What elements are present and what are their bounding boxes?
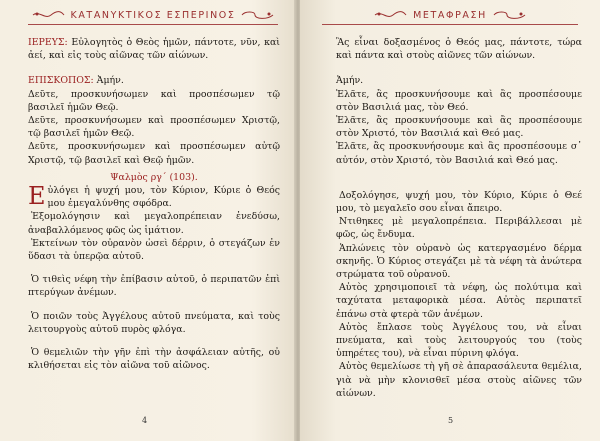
speaker-priest: ΙΕΡΕΥΣ: bbox=[28, 37, 68, 48]
translation-verse-3: Ἁπλώνεις τὸν οὐρανὸ ὡς κατεργασμένο δέρμα σκηνῆς. Ὁ Κύριος στεγάζει μὲ τὰ νέφη τὰ ἀνώτερα στρώματα τοῦ οὐρανοῦ. bbox=[336, 242, 582, 281]
translation-verse-2: Ντιθηκες μὲ μεγαλοπρέπεια. Περιβάλλεσαι μὲ φῶς, ὡς ἔνδυμα. bbox=[336, 216, 582, 241]
bishop-text: Ἀμήν. bbox=[93, 75, 124, 87]
priest-line bbox=[28, 36, 280, 62]
left-header bbox=[28, 8, 278, 22]
translation-blessing: Ἂς εἶναι δοξασμένος ὁ Θεός μας, πάντοτε, τώρα καὶ πάντα καὶ στοὺς αἰῶνες τῶν αἰώνων. bbox=[336, 37, 582, 62]
right-header-rule bbox=[322, 24, 578, 25]
translation-come-2: Ἐλᾶτε, ἂς προσκυνήσουμε καὶ ἂς προσπέσουμε στὸν Χριστό, τὸν Βασιλιά καὶ Θεό μας. bbox=[336, 115, 582, 140]
translation-come-3: Ἐλᾶτε, ἂς προσκυνήσουμε καὶ ἂς προσπέσουμε σ᾽ αὐτόν, στὸν Χριστό, τὸν Βασιλιά καὶ Θεό μας. bbox=[336, 141, 582, 166]
psalm-verse-3: Ἐκτείνων τὸν οὐρανὸν ὡσεὶ δέρριν, ὁ στεγάζων ἐν ὕδασι τὰ ὑπερῷα αὐτοῦ. bbox=[28, 237, 280, 263]
verse-come-1: Δεῦτε, προσκυνήσωμεν καὶ προσπέσωμεν τῷ βασιλεῖ ἡμῶν Θεῷ. bbox=[28, 88, 280, 113]
right-body bbox=[336, 36, 582, 400]
psalm-verse-6: Ὁ θεμελιῶν τὴν γῆν ἐπὶ τὴν ἀσφάλειαν αὐτῆς, οὐ κλιθήσεται εἰς τὸν αἰῶνα τοῦ αἰῶνος. bbox=[28, 347, 280, 372]
translation-verse-5: Αὐτὸς ἔπλασε τοὺς Ἀγγέλους του, νὰ εἶναι πνεύματα, καὶ τοὺς λειτουργούς του (τοὺς ὑπηρέτες του), νὰ εἶναι πύρινη φλόγα. bbox=[336, 321, 582, 360]
scroll-ornament-icon bbox=[31, 9, 65, 21]
left-body bbox=[28, 36, 280, 372]
speaker-bishop: ΕΠΙΣΚΟΠΟΣ: bbox=[28, 75, 94, 87]
psalm-verse-4: Ὁ τιθεὶς νέφη τὴν ἐπίβασιν αὐτοῦ, ὁ περιπατῶν ἐπὶ πτερύγων ἀνέμων. bbox=[28, 274, 280, 299]
left-page bbox=[0, 0, 296, 441]
priest-text: Εὐλογητὸς ὁ Θεὸς ἡμῶν, πάντοτε, νῦν, καὶ ἀεί, καὶ εἰς τοὺς αἰῶνας τῶν αἰώνων. bbox=[28, 37, 280, 62]
translation-come-1: Ἐλᾶτε, ἂς προσκυνήσουμε καὶ ἂς προσπέσουμε στὸν Βασιλιά μας, τὸν Θεό. bbox=[336, 88, 582, 113]
drop-cap: Ε bbox=[28, 182, 46, 211]
psalm-verse-1-text: ὐλόγει ἡ ψυχή μου, τὸν Κύριον, Κύριε ὁ Θεός μου ἐμεγαλύνθης σφόδρα. bbox=[47, 185, 280, 210]
verse-come-3: Δεῦτε, προσκυνήσωμεν καὶ προσπέσωμεν αὐτῷ Χριστῷ, τῷ βασιλεῖ καὶ Θεῷ ἡμῶν. bbox=[28, 141, 280, 166]
page-number-right: 5 bbox=[448, 416, 454, 425]
left-header-rule bbox=[28, 24, 278, 25]
bishop-line bbox=[28, 74, 280, 87]
left-header-title: ΚΑΤΑΝΥΚΤΙΚΟΣ ΕΣΠΕΡΙΝΟΣ bbox=[70, 9, 236, 21]
verse-come-2: Δεῦτε, προσκυνήσωμεν καὶ προσπέσωμεν Χριστῷ, τῷ βασιλεῖ ἡμῶν Θεῷ. bbox=[28, 115, 280, 140]
scroll-ornament-icon bbox=[241, 9, 275, 21]
scroll-ornament-icon bbox=[373, 9, 407, 21]
page-number-left: 4 bbox=[142, 416, 148, 425]
translation-verse-1: Δοξολόγησε, ψυχή μου, τὸν Κύριο, Κύριε ὁ Θεέ μου, τὸ μεγαλεῖο σου εἶναι ἄπειρο. bbox=[336, 189, 582, 215]
translation-verse-4: Αὐτὸς χρησιμοποιεῖ τὰ νέφη, ὡς πολύτιμα καὶ ταχύτατα μεταφορικὰ μέσα. Αὐτὸς περιπατεῖ ἐπάνω στὰ φτερὰ τῶν ἀνέμων. bbox=[336, 282, 582, 320]
psalm-verse-2: Ἐξομολόγησιν καὶ μεγαλοπρέπειαν ἐνεδύσω, ἀναβαλλόμενος φῶς ὡς ἱμάτιον. bbox=[28, 211, 280, 236]
right-header bbox=[322, 8, 578, 22]
right-page bbox=[300, 0, 600, 441]
psalm-title: Ψαλμὸς ργ΄ (103). bbox=[110, 171, 198, 183]
psalm-verse-5: Ὁ ποιῶν τοὺς Ἀγγέλους αὐτοῦ πνεύματα, καὶ τοὺς λειτουργοὺς αὐτοῦ πυρὸς φλόγα. bbox=[28, 310, 280, 335]
translation-verse-6: Αὐτὸς θεμελίωσε τὴ γῆ σὲ ἀπαρασάλευτα θεμέλια, γιὰ νὰ μὴν κλονισθεῖ μέσα στοὺς αἰῶνες τῶν αἰώνων. bbox=[336, 361, 582, 399]
scroll-ornament-icon bbox=[493, 9, 527, 21]
translation-amen: Ἀμήν. bbox=[336, 75, 364, 87]
right-header-title: ΜΕΤΑΦΡΑΣΗ bbox=[413, 9, 487, 21]
psalm-verse-1 bbox=[28, 184, 280, 210]
